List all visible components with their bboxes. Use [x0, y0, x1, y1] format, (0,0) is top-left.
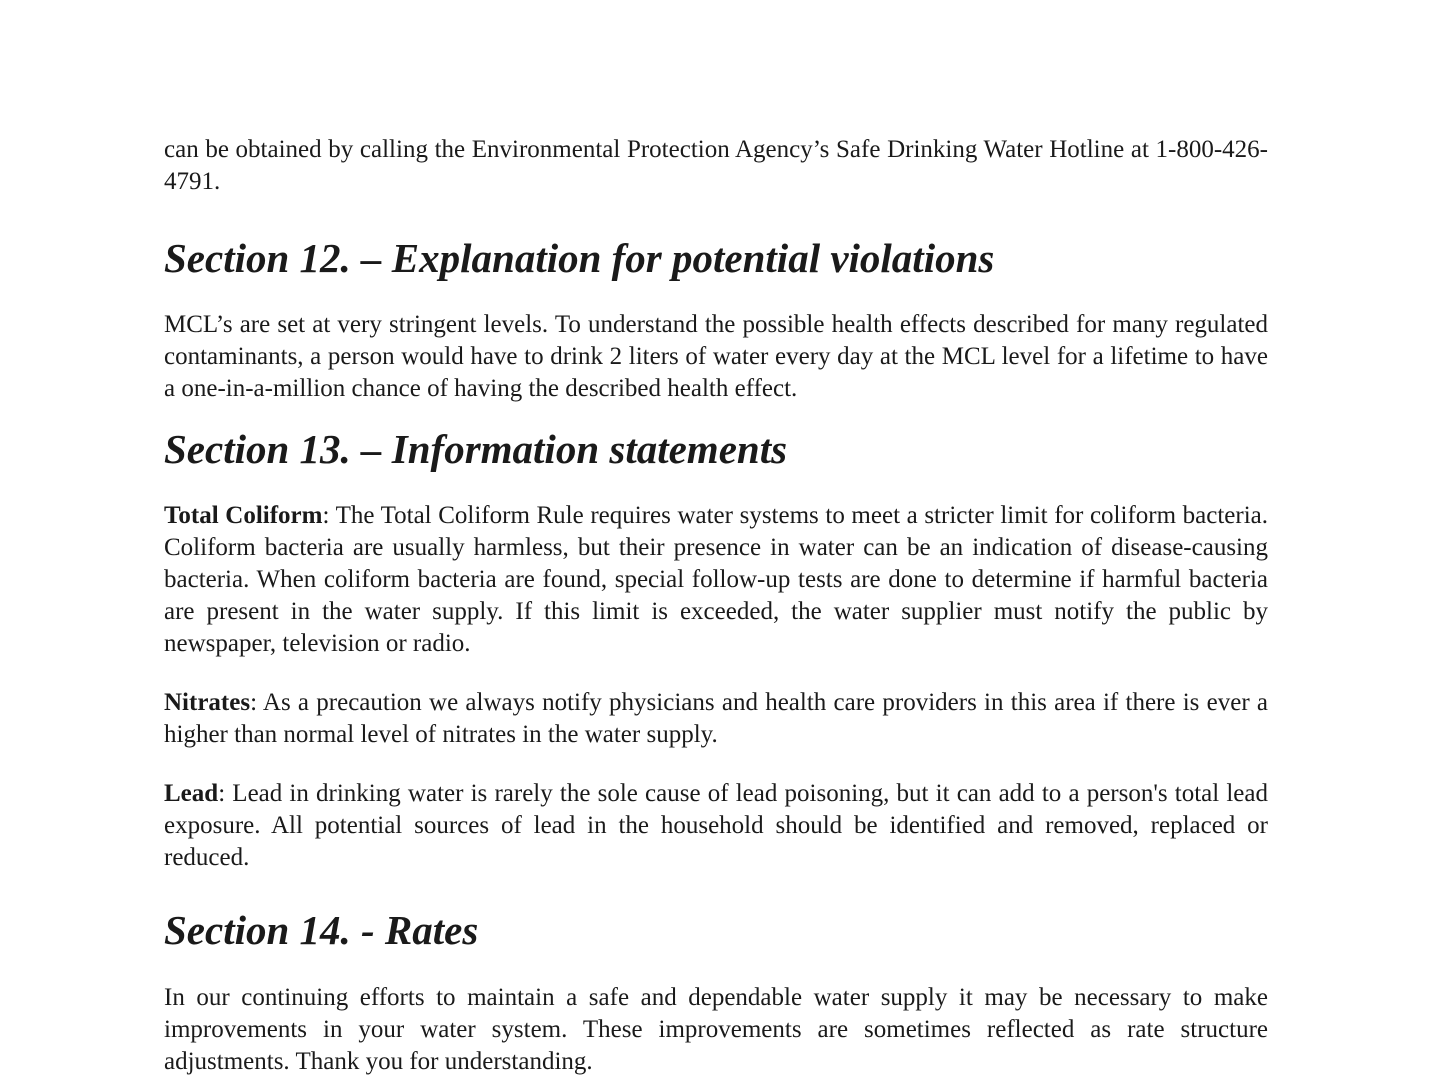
lead-term: Lead: [164, 780, 219, 807]
nitrates-text: : As a precaution we always notify physicians and health care providers in this area if there is ever a higher than normal level of nitrates in the water supply.: [164, 689, 1268, 748]
lead-text: : Lead in drinking water is rarely the sole cause of lead poisoning, but it can add to a person's total lead exposure. All potential sources of lead in the household should be identified and removed, replaced or reduced.: [164, 780, 1268, 871]
section-12-paragraph: MCL’s are set at very stringent levels. To understand the possible health effects described for many regulated contaminants, a person would have to drink 2 liters of water every day at the MCL level for a lifetime to have a one-in-a-million chance of having the described health effect.: [164, 311, 1268, 402]
intro-paragraph: can be obtained by calling the Environmental Protection Agency’s Safe Drinking Water Hotline at 1-800-426-4791.: [164, 136, 1268, 195]
section-13-heading: Section 13. – Information statements: [164, 426, 788, 472]
coliform-term: Total Coliform: [164, 502, 323, 529]
nitrates-paragraph: [164, 687, 1268, 751]
coliform-text: : The Total Coliform Rule requires water systems to meet a stricter limit for coliform bacteria. Coliform bacteria are usually harmless, but their presence in water can be an indication of disease-causing bacteria. When coliform bacteria are found, special follow-up tests are done to determine if harmful bacteria are present in the water supply. If this limit is exceeded, the water supplier must notify the public by newspaper, television or radio.: [164, 502, 1269, 657]
section-14-paragraph: In our continuing efforts to maintain a safe and dependable water supply it may be necessary to make improvements in your water system. These improvements are sometimes reflected as rate structure adjustments. Thank you for understanding.: [164, 984, 1268, 1075]
lead-paragraph: [164, 778, 1268, 874]
nitrates-term: Nitrates: [164, 689, 251, 716]
document-page: [164, 134, 1268, 1078]
coliform-paragraph: [164, 500, 1268, 660]
section-14-heading: Section 14. - Rates: [164, 907, 479, 953]
section-12-heading: Section 12. – Explanation for potential violations: [164, 235, 995, 281]
